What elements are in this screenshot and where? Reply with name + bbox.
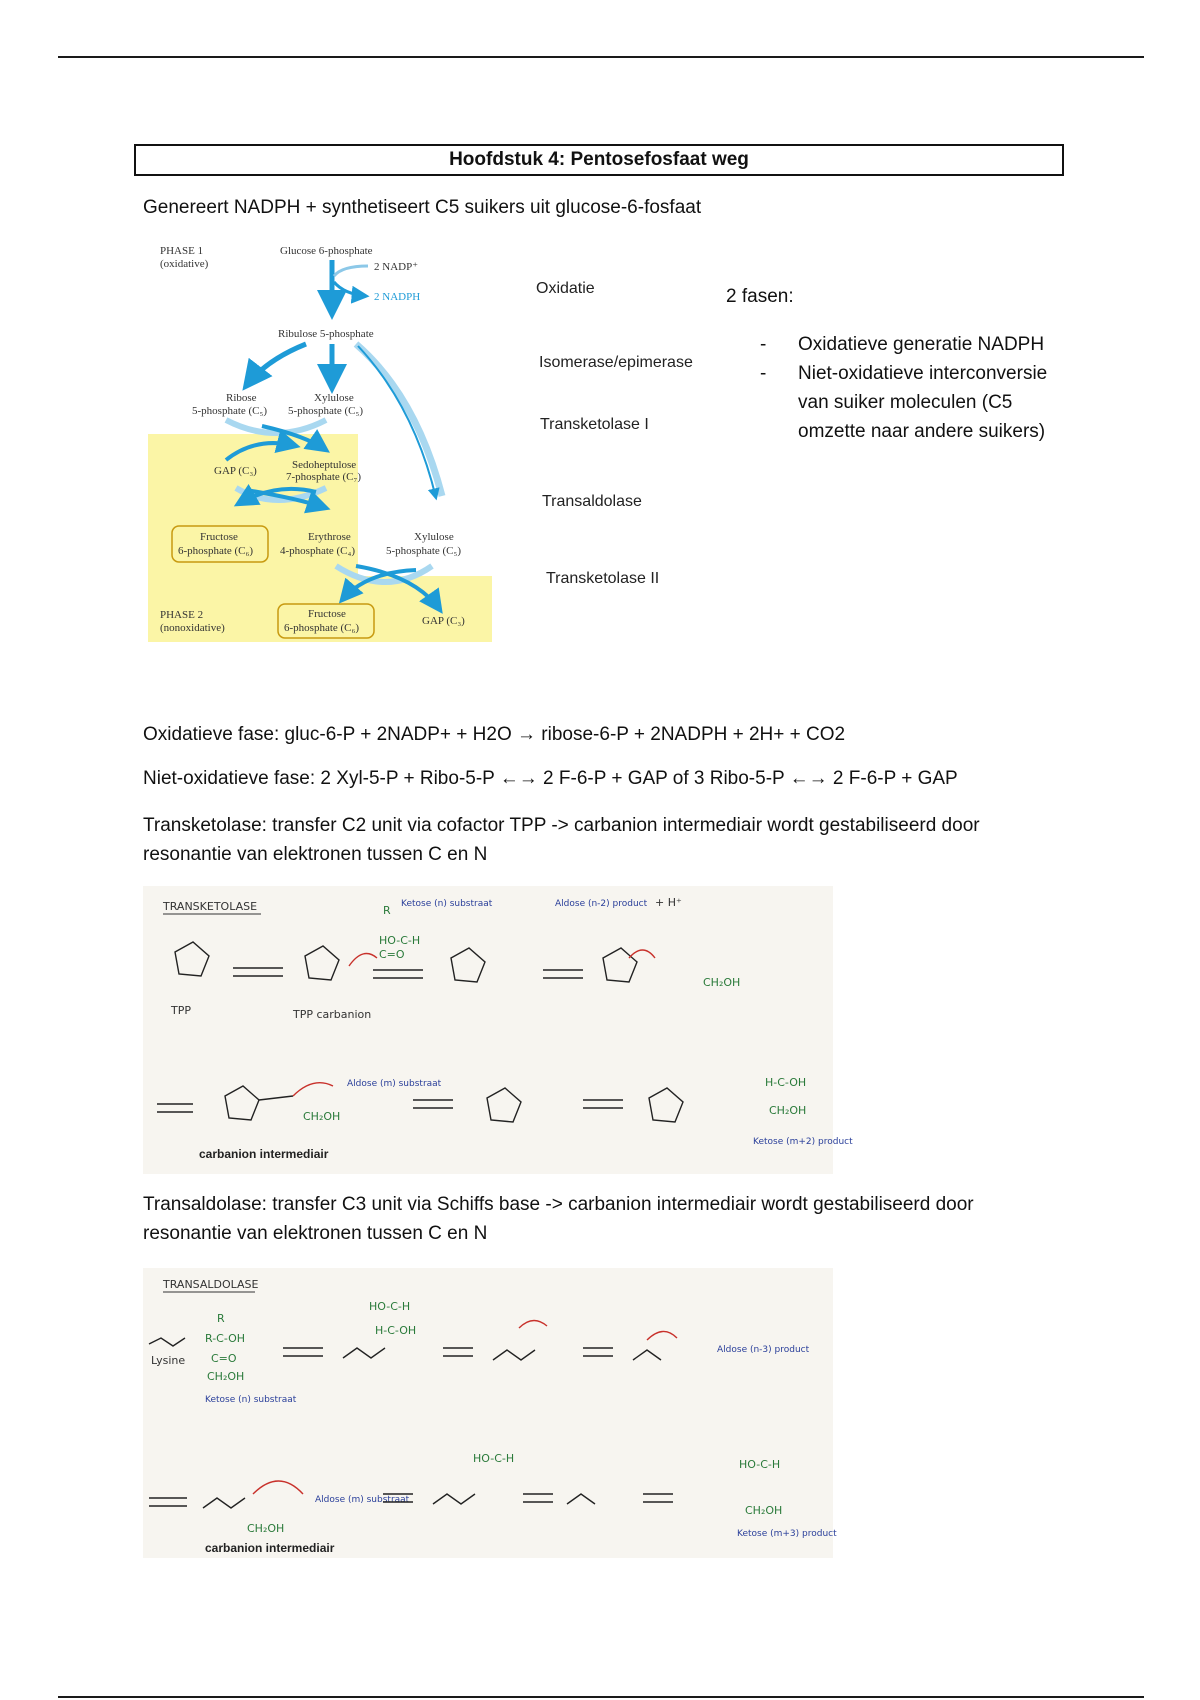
- footer-rule: [58, 1696, 1144, 1698]
- svg-text:R-C-OH: R-C-OH: [205, 1332, 246, 1345]
- phases-list: [760, 330, 1070, 446]
- nonoxidative-equation: Niet-oxidatieve fase: 2 Xyl-5-P + Ribo-5-P ←→ 2 F-6-P + GAP of 3 Ribo-5-P ←→ 2 F-6-P + GAP: [143, 768, 958, 789]
- label-oxidatie: Oxidatie: [536, 280, 595, 297]
- svg-text:6-phosphate (C₆): 6-phosphate (C₆): [178, 545, 254, 557]
- sedoheptulose-label: Sedoheptulose: [292, 459, 357, 471]
- aldose-substrate-label: Aldose (m) substraat: [347, 1079, 442, 1089]
- svg-text:5-phosphate (C₅): 5-phosphate (C₅): [386, 545, 462, 557]
- svg-text:C=O: C=O: [211, 1352, 237, 1365]
- svg-text:5-phosphate (C₅): 5-phosphate (C₅): [288, 405, 364, 417]
- xylulose-label: Xylulose: [314, 392, 354, 404]
- ketose-label: Ketose (n) substraat: [205, 1395, 297, 1405]
- page-title: Hoofdstuk 4: Pentosefosfaat weg: [134, 144, 1064, 176]
- svg-text:(oxidative): (oxidative): [160, 258, 209, 270]
- svg-text:R: R: [383, 904, 391, 917]
- sketch-caption: carbanion intermediair: [205, 1541, 335, 1555]
- svg-text:H-C-OH: H-C-OH: [375, 1324, 417, 1337]
- gap-label: GAP (C₃): [214, 465, 257, 477]
- nadph-label: 2 NADPH: [374, 291, 421, 303]
- aldose-product-label: Aldose (n-3) product: [717, 1345, 810, 1355]
- erythrose-label: Erythrose: [308, 531, 351, 543]
- svg-text:CH₂OH: CH₂OH: [703, 976, 741, 989]
- svg-text:HO-C-H: HO-C-H: [379, 934, 421, 947]
- svg-text:CH₂OH: CH₂OH: [303, 1110, 341, 1123]
- svg-text:CH₂OH: CH₂OH: [745, 1504, 783, 1517]
- lysine-label: Lysine: [151, 1354, 186, 1367]
- bullet-dash: -: [760, 363, 767, 384]
- svg-text:6-phosphate (C₆): 6-phosphate (C₆): [284, 622, 360, 634]
- transketolase-sketch: [143, 886, 853, 1174]
- svg-text:5-phosphate (C₅): 5-phosphate (C₅): [192, 405, 268, 417]
- label-transketolase-1: Transketolase I: [540, 416, 649, 433]
- sketch-title: TRANSALDOLASE: [163, 1278, 259, 1291]
- aldose-product-label: Aldose (n-2) product: [555, 899, 648, 909]
- svg-text:(nonoxidative): (nonoxidative): [160, 622, 225, 634]
- svg-text:7-phosphate (C₇): 7-phosphate (C₇): [286, 471, 362, 483]
- phases-title: 2 fasen:: [726, 286, 794, 307]
- phase2-label: PHASE 2: [160, 609, 204, 621]
- transketolase-description: Transketolase: transfer C2 unit via cofactor TPP -> carbanion intermediair wordt gestabiliseerd door resonantie van elektronen tussen C en N: [143, 815, 980, 865]
- ketose-product-label: Ketose (m+3) product: [737, 1529, 837, 1539]
- ribose-label: Ribose: [226, 392, 257, 404]
- svg-text:C=O: C=O: [379, 948, 405, 961]
- pathway-diagram: [146, 236, 492, 642]
- bullet-dash: -: [760, 334, 767, 355]
- list-item: - Niet-oxidatieve interconversie van suiker moleculen (C5 omzette naar andere suikers): [760, 359, 1070, 446]
- transaldolase-description: Transaldolase: transfer C3 unit via Schiffs base -> carbanion intermediair wordt gestabiliseerd door resonantie van elektronen tussen C en N: [143, 1194, 974, 1244]
- label-isomerase: Isomerase/epimerase: [539, 354, 693, 371]
- ketose-label: Ketose (n) substraat: [401, 899, 493, 909]
- svg-text:CH₂OH: CH₂OH: [247, 1522, 285, 1535]
- svg-text:H-C-OH: H-C-OH: [765, 1076, 807, 1089]
- aldose-substrate-label: Aldose (m) substraat: [315, 1495, 410, 1505]
- svg-text:4-phosphate (C₄): 4-phosphate (C₄): [280, 545, 356, 557]
- svg-text:HO-C-H: HO-C-H: [473, 1452, 515, 1465]
- tpp-carbanion-label: TPP carbanion: [293, 1008, 372, 1021]
- ketose-product-label: Ketose (m+2) product: [753, 1137, 853, 1147]
- tpp-label: TPP: [171, 1004, 191, 1017]
- sketch-caption: carbanion intermediair: [199, 1147, 329, 1161]
- svg-text:R: R: [217, 1312, 225, 1325]
- oxidative-equation: Oxidatieve fase: gluc-6-P + 2NADP+ + H2O → ribose-6-P + 2NADPH + 2H+ + CO2: [143, 724, 846, 745]
- gap2-label: GAP (C₃): [422, 615, 465, 627]
- label-transketolase-2: Transketolase II: [546, 570, 660, 587]
- nadp-label: 2 NADP⁺: [374, 261, 419, 273]
- label-transaldolase: Transaldolase: [542, 493, 642, 510]
- header-rule: [58, 56, 1144, 58]
- fructose2-label: Fructose: [308, 608, 346, 620]
- svg-text:HO-C-H: HO-C-H: [739, 1458, 781, 1471]
- fructose-label: Fructose: [200, 531, 238, 543]
- list-item: - Oxidatieve generatie NADPH: [760, 330, 1070, 359]
- ribulose5p-label: Ribulose 5-phosphate: [278, 328, 374, 340]
- xylulose2-label: Xylulose: [414, 531, 454, 543]
- glucose6p-label: Glucose 6-phosphate: [280, 245, 373, 257]
- hplus-label: + H⁺: [655, 896, 682, 909]
- intro-text: Genereert NADPH + synthetiseert C5 suikers uit glucose-6-fosfaat: [143, 197, 702, 218]
- sketch-title: TRANSKETOLASE: [163, 900, 258, 913]
- transaldolase-sketch: [143, 1268, 837, 1558]
- phase1-label: PHASE 1: [160, 245, 204, 257]
- svg-text:CH₂OH: CH₂OH: [769, 1104, 807, 1117]
- pathway-svg: [146, 236, 492, 642]
- svg-text:HO-C-H: HO-C-H: [369, 1300, 411, 1313]
- svg-text:CH₂OH: CH₂OH: [207, 1370, 245, 1383]
